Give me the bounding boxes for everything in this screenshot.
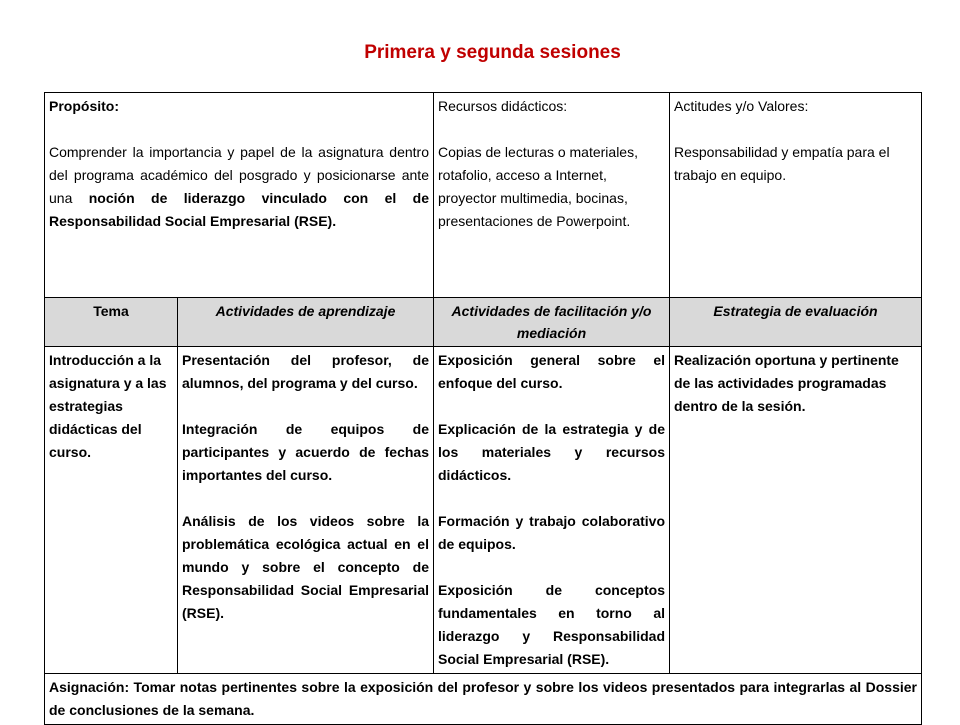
- page-title: Primera y segunda sesiones: [364, 42, 621, 63]
- purpose-text-plain: Comprender la importancia y papel de la asignatura dentro del programa académico del posgrado y posicionarse ante una: [49, 144, 429, 206]
- facilitacion-item: Exposición de conceptos fundamentales en torno al liderazgo y Responsabilidad Social Empresarial (RSE).: [438, 582, 665, 667]
- purpose-label: Propósito:: [49, 98, 119, 114]
- attitudes-cell: [670, 93, 922, 298]
- attitudes-label: Actitudes y/o Valores:: [674, 98, 809, 114]
- resources-cell: [434, 93, 670, 298]
- header-facilitacion: Actividades de facilitación y/o mediación: [434, 298, 670, 347]
- assignment-row: [45, 674, 922, 725]
- resources-label: Recursos didácticos:: [438, 98, 568, 114]
- session-plan-table: [44, 92, 922, 725]
- header-evaluacion: Estrategia de evaluación: [670, 298, 922, 347]
- aprendizaje-item: Presentación del profesor, de alumnos, del programa y del curso.: [182, 352, 429, 391]
- cell-evaluacion: Realización oportuna y pertinente de las actividades programadas dentro de la sesión.: [670, 347, 922, 674]
- table-row: [45, 347, 922, 674]
- cell-tema: Introducción a la asignatura y a las estrategias didácticas del curso.: [45, 347, 178, 674]
- facilitacion-item: Formación y trabajo colaborativo de equipos.: [438, 513, 665, 552]
- top-row: [45, 93, 922, 298]
- attitudes-text: Responsabilidad y empatía para el trabajo en equipo.: [674, 144, 890, 183]
- aprendizaje-item: Análisis de los videos sobre la problemática ecológica actual en el mundo y sobre el concepto de Responsabilidad Social Empresarial (RSE).: [182, 513, 429, 621]
- resources-text: Copias de lecturas o materiales, rotafolio, acceso a Internet, proyector multimedia, bocinas, presentaciones de Powerpoint.: [438, 144, 638, 229]
- purpose-text: [49, 141, 429, 233]
- cell-aprendizaje: [178, 347, 434, 674]
- header-tema: Tema: [45, 298, 178, 347]
- purpose-cell: [45, 93, 434, 298]
- facilitacion-item: Explicación de la estrategia y de los materiales y recursos didácticos.: [438, 421, 665, 483]
- assignment-cell: Asignación: Tomar notas pertinentes sobre la exposición del profesor y sobre los videos presentados para integrarlas al Dossier de conclusiones de la semana.: [45, 674, 922, 725]
- header-aprendizaje: Actividades de aprendizaje: [178, 298, 434, 347]
- aprendizaje-item: Integración de equipos de participantes y acuerdo de fechas importantes del curso.: [182, 421, 429, 483]
- purpose-text-bold: noción de liderazgo vinculado con el de Responsabilidad Social Empresarial (RSE).: [49, 190, 429, 229]
- cell-facilitacion: [434, 347, 670, 674]
- facilitacion-item: Exposición general sobre el enfoque del curso.: [438, 352, 665, 391]
- header-row: [45, 298, 922, 347]
